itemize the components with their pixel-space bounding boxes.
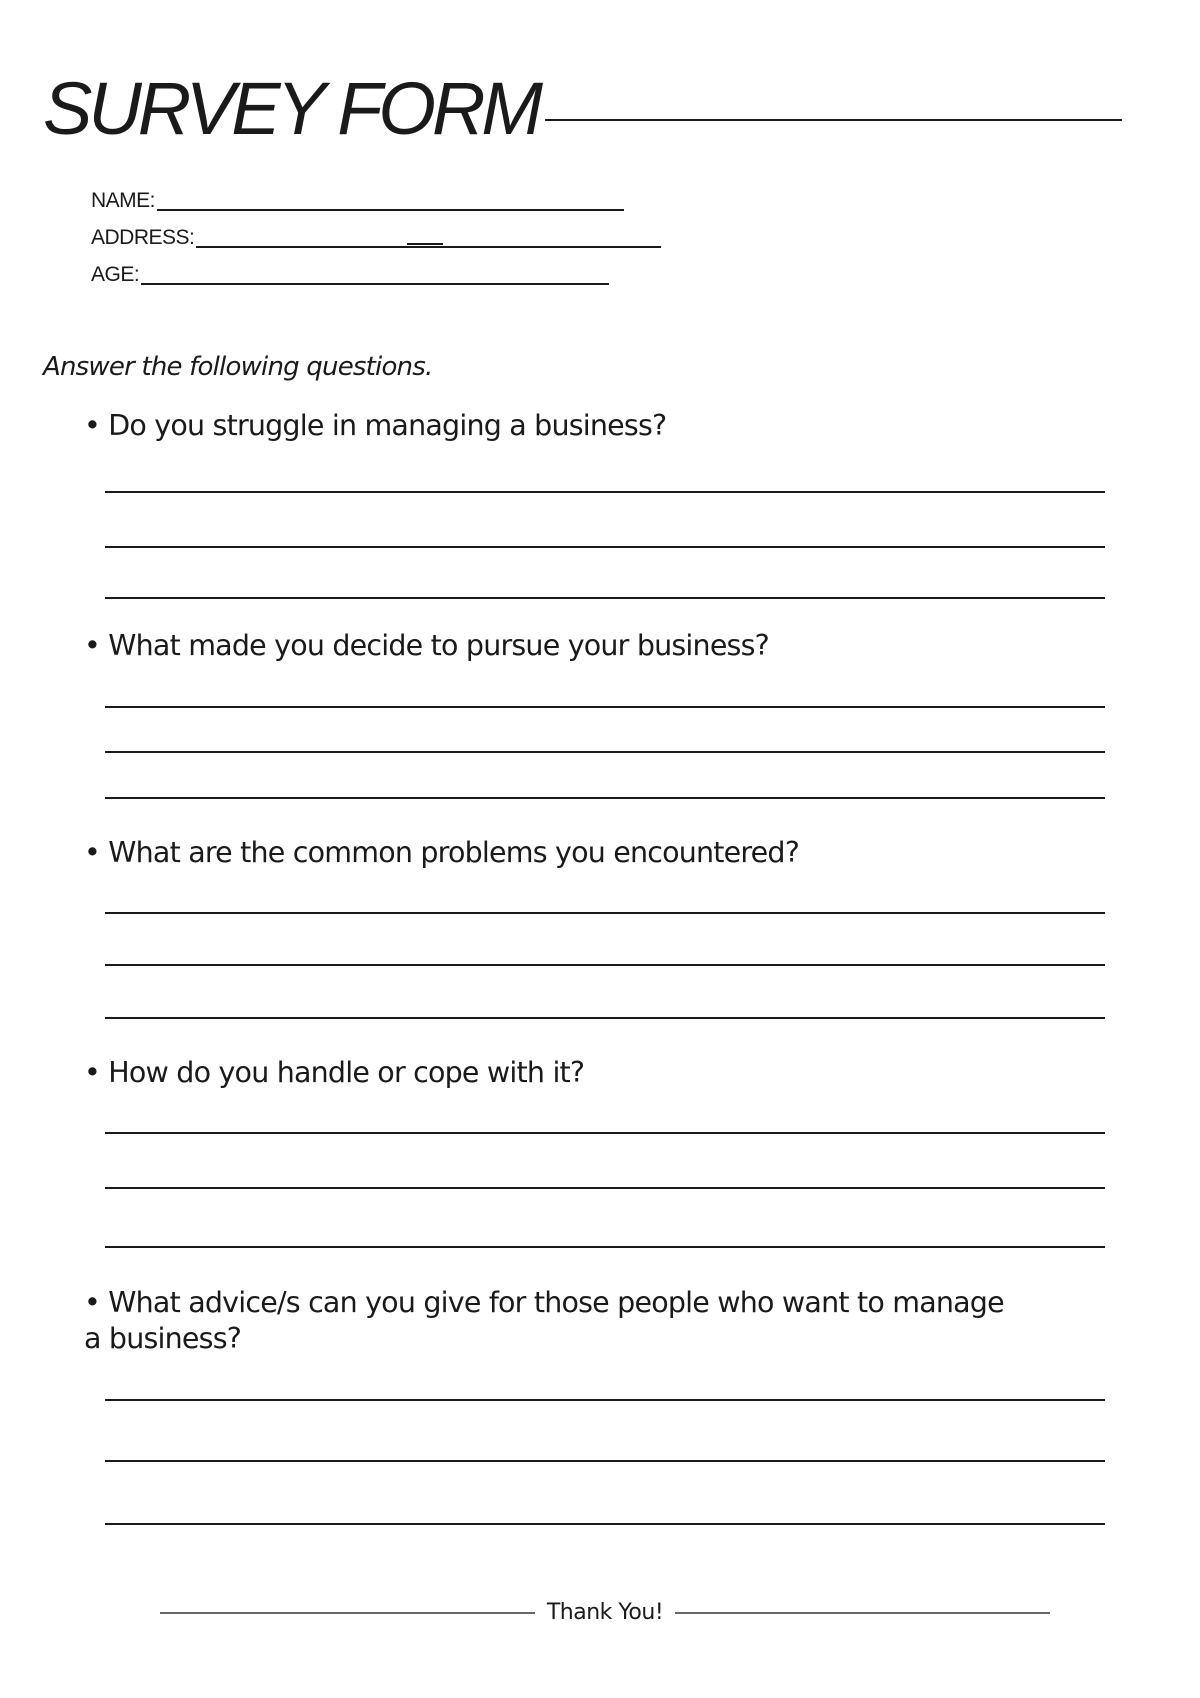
page-title: SURVEY FORM [43,67,540,150]
answer-line[interactable] [105,1246,1105,1248]
question-1: • Do you struggle in managing a business? [84,409,667,442]
address-line-mark [407,243,443,245]
answer-line[interactable] [105,546,1105,548]
answer-line[interactable] [105,797,1105,799]
question-5: • What advice/s can you give for those people who want to manage a business? [84,1286,1004,1355]
answer-line[interactable] [105,1187,1105,1189]
answer-line[interactable] [105,751,1105,753]
address-input-line[interactable] [196,246,661,248]
footer-rule-right [675,1612,1050,1614]
name-input-line[interactable] [157,209,624,211]
answer-line[interactable] [105,1523,1105,1525]
answer-line[interactable] [105,597,1105,599]
age-input-line[interactable] [141,283,609,285]
answer-line[interactable] [105,964,1105,966]
question-4: • How do you handle or cope with it? [84,1056,585,1089]
answer-line[interactable] [105,491,1105,493]
footer [160,1600,1050,1625]
name-label: NAME: [91,189,156,212]
age-label: AGE: [91,263,140,286]
answer-line[interactable] [105,1399,1105,1401]
address-label: ADDRESS: [91,226,195,249]
answer-line[interactable] [105,706,1105,708]
instructions-text: Answer the following questions. [43,352,433,382]
answer-line[interactable] [105,1460,1105,1462]
question-2: • What made you decide to pursue your business? [84,629,769,662]
name-field[interactable] [91,185,624,213]
title-rule [545,119,1122,121]
age-field[interactable] [91,259,609,287]
answer-line[interactable] [105,912,1105,914]
answer-line[interactable] [105,1017,1105,1019]
thank-you-text: Thank You! [546,1600,664,1625]
answer-line[interactable] [105,1132,1105,1134]
footer-rule-left [160,1612,535,1614]
address-field[interactable] [91,222,661,250]
question-3: • What are the common problems you encountered? [84,836,800,869]
